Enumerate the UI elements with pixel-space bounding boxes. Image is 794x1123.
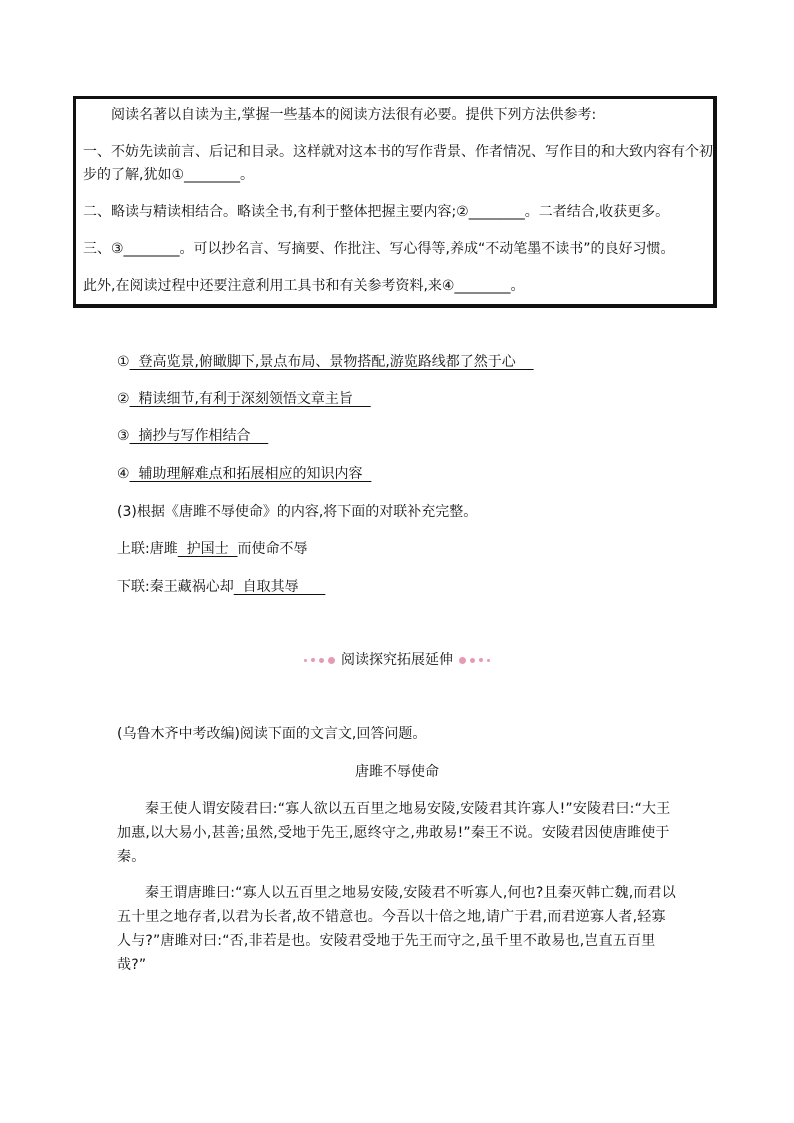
couplet-upper-suffix: 而使命不辱 [237,541,308,557]
passage-paragraph-2: 秦王谓唐雎曰:“寡人以五百里之地易安陵,安陵君不听寡人,何也?且秦灭韩亡魏,而君以五十里之地存者,以君为长者,故不错意也。今吾以十倍之地,请广于君,而君逆寡人者,轻寡人与?”唐雎对曰:“否,非若是也。安陵君受地于先王而守之,虽千里不敢易也,岂直五百里哉?” [117,885,676,973]
couplet-lower-prefix: 下联:秦王藏祸心却 [117,579,234,595]
section-heading [0,650,794,670]
decor-dot-icon [319,658,324,663]
section-title: 阅读探究拓展延伸 [341,652,453,668]
passage-title: 唐雎不辱使命 [355,764,439,780]
couplet-upper [117,539,308,559]
decor-dot-icon [304,659,307,662]
box-item-4: 此外,在阅读过程中还要注意利用工具书和有关参考资料,来④________。 [83,278,525,294]
decor-dot-icon [459,657,466,664]
reading-intro: (乌鲁木齐中考改编)阅读下面的文言文,回答问题。 [117,726,427,742]
answer-3-number: ③ [117,428,130,444]
couplet-lower-answer: 自取其辱 [233,579,326,595]
couplet-upper-prefix: 上联:唐雎 [117,541,178,557]
passage-paragraph-1: 秦王使人谓安陵君曰:“寡人欲以五百里之地易安陵,安陵君其许寡人!”安陵君曰:“大王加惠,以大易小,甚善;虽然,受地于先王,愿终守之,弗敢易!”秦王不说。安陵君因使唐雎使于秦。 [117,801,671,865]
reading-methods-box [73,96,717,308]
decor-dot-icon [487,659,490,662]
answer-2-number: ② [117,391,130,407]
decor-dot-icon [311,658,315,662]
box-item-3: 三、③________。可以抄名言、写摘要、作批注、写心得等,养成“不动笔墨不读书”的良好习惯。 [83,241,675,257]
couplet-upper-answer: 护国士 [177,541,238,557]
answer-1 [117,352,534,372]
decor-dot-icon [479,658,483,662]
answer-3 [117,426,268,446]
answer-1-number: ① [117,354,130,370]
answer-4-number: ④ [117,466,130,482]
decor-dot-icon [470,658,475,663]
couplet-lower [117,577,325,597]
box-item-1-line-2: 步的了解,犹如①________。 [83,167,255,183]
box-intro: 阅读名著以自读为主,掌握一些基本的阅读方法很有必要。提供下列方法供参考: [111,107,597,123]
answer-2 [117,389,371,409]
decor-dot-icon [328,657,335,664]
question-3-prompt: (3)根据《唐雎不辱使命》的内容,将下面的对联补充完整。 [117,504,478,520]
answer-4 [117,464,371,484]
box-item-1-line-1: 一、不妨先读前言、后记和目录。这样就对这本书的写作背景、作者情况、写作目的和大致内容有个初 [83,144,713,160]
answer-2-text: 精读细节,有利于深刻领悟文章主旨 [129,391,371,407]
answer-4-text: 辅助理解难点和拓展相应的知识内容 [129,466,372,482]
answer-3-text: 摘抄与写作相结合 [129,428,269,444]
box-item-2: 二、略读与精读相结合。略读全书,有利于整体把握主要内容;②________。二者结合,收获更多。 [83,204,670,220]
answer-1-text: 登高览景,俯瞰脚下,景点布局、景物搭配,游览路线都了然于心 [129,354,534,370]
